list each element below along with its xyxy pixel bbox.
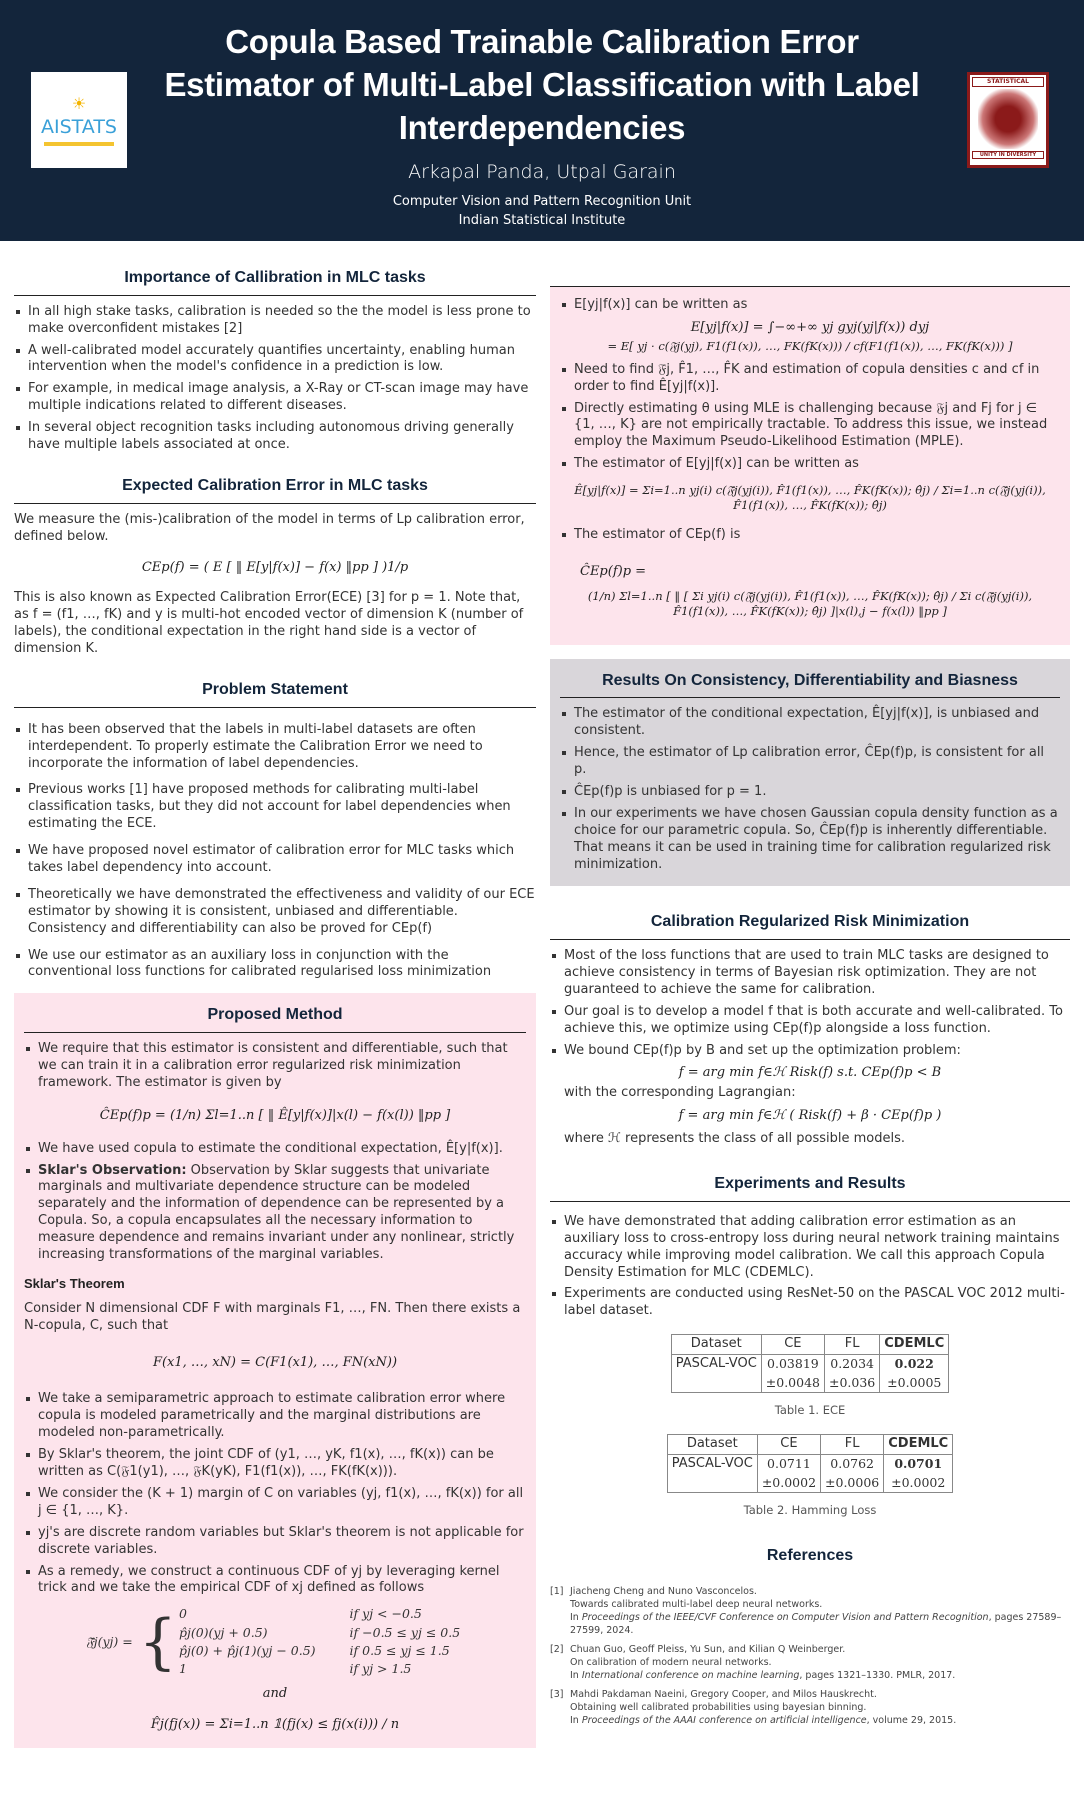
list-item: Sklar's Observation: Observation by Sklar suggests that univariate marginals and multivariate dependence structure can be modeled separately and the information of dependence can be represented by a Copula. So, a copula encapsulates all the necessary information to measure dependence and remains invariant under any nonlinear, strictly increasing transformations of the marginal variables. — [24, 1163, 526, 1264]
piecewise-equation: 𝔉̂j(yj) = { 0 if yj < −0.5 p̂j(0)(yj + 0.5) if −0.5 ≤ yj ≤ 0.5 p̂j(0) + p̂j(1)(yj − 0.5) if 0.5 ≤ yj ≤ 1.5 1 if yj > 1.5 — [24, 1605, 526, 1678]
list-item: Hence, the estimator of Lp calibration error, ĈEp(f)p, is consistent for all p. — [560, 745, 1060, 779]
section-heading: Results On Consistency, Differentiability and Biasness — [560, 659, 1060, 699]
list-item: In our experiments we have chosen Gaussian copula density function as a choice for our parametric copula. So, ĈEp(f)p is inherently differentiable. That means it can be used in training time for calibration regularized risk minimization. — [560, 806, 1060, 874]
section-heading: Proposed Method — [24, 993, 526, 1033]
section-heading: Problem Statement — [14, 668, 536, 708]
reference-item: [3] Mahdi Pakdaman Naeini, Gregory Cooper, and Milos Hauskrecht. Obtaining well calibrated probabilities using bayesian binning. In Proceedings of the AAAI conference on artificial intelligence, volume 29, 2015. — [550, 1688, 957, 1726]
equation: CEp(f) = ( E [ ‖ E[y|f(x)] − f(x) ‖pp ] )1/p — [141, 559, 409, 575]
section-heading: Importance of Callibration in MLC tasks — [14, 256, 536, 296]
list-item: Experiments are conducted using ResNet-50 on the PASCAL VOC 2012 multi-label dataset. — [550, 1286, 1070, 1320]
left-column — [14, 256, 536, 1748]
equation: E[yj|f(x)] = ∫−∞+∞ yj gyj(yj|f(x)) dyj — [690, 319, 930, 335]
section-heading: Expected Calibration Error in MLC tasks — [14, 464, 536, 504]
list-item: Most of the loss functions that are used to train MLC tasks are designed to achieve consistency in terms of Bayesian risk optimization. They are not guaranteed to achieve the same for calibration. — [550, 948, 1070, 999]
subheading: Sklar's Theorem — [24, 1275, 125, 1291]
paragraph: We measure the (mis-)calibration of the model in terms of Lp calibration error, defined below. — [14, 511, 525, 544]
list-item: We have demonstrated that adding calibration error estimation as an auxiliary loss to cross-entropy loss during neural network training maintains accuracy while improving model calibration. We call this approach Copula Density Estimation for MLC (CDEMLC). — [550, 1214, 1070, 1282]
list-item: The estimator of the conditional expectation, Ê[yj|f(x)], is unbiased and consistent. — [560, 706, 1060, 740]
references-section — [550, 1534, 1070, 1727]
method-section: Proposed Method We require that this estimator is consistent and differentiable, such that we can train it in a calibration error regularized risk minimization framework. The estimator is given by ĈEp(f)p = (1/n) Σl=1..n [ ‖ Ê[y|f(x)]|x(l) − f(x(l)) ‖pp ] We have used copula to estimate the conditional expectation, Ê[y|f(x)]. Sklar's Observation: Observation by Sklar suggests that univariate marginals and multivariate dependence structure can be modeled separately and the information of dependence can be represented by a Copula. So, a copula encapsulates all the necessary information to measure dependence and remains invariant under any nonlinear, strictly increasing transformations of the marginal variables. Sklar's Theorem Consider N dimensional CDF F with marginals F1, …, FN. Then there exists a N-copula, C, such that F(x1, …, xN) = C(F1(x1), …, FN(xN)) We take a semiparametric approach to estimate calibration error where copula is modeled parametrically and the marginal distributions are modeled non-parametrically. By Sklar's theorem, the joint CDF of (y1, …, yK, f1(x), …, fK(x)) can be written as C(𝔉1(y1), …, 𝔉K(yK), F1(f1(x)), …, FK(fK(x))). We consider the (K + 1) margin of C on variables (yj, f1(x), …, fK(x)) for all j ∈ {1, …, K}. yj's are discrete random variables but Sklar's theorem is not applicable for discrete variables. As a remedy, we construct a continuous CDF of yj by leveraging kernel trick and we take the empirical CDF of xj defined as follows 𝔉̂j(yj) = { 0 if yj < −0.5 p̂j(0)(yj + 0.5) if −0.5 ≤ yj ≤ 0.5 p̂j(0) + p̂j(1)(yj − 0.5) if 0.5 ≤ yj ≤ 1.5 1 if yj > 1.5 and F̂j(fj(x)) = Σi=1..n 𝟙(fj(x) ≤ fj(x(i))) / n — [14, 993, 536, 1748]
list-item: We use our estimator as an auxiliary loss in conjunction with the conventional loss functions for calibrated regularised loss minimization — [14, 948, 536, 982]
list-item: We have used copula to estimate the conditional expectation, Ê[y|f(x)]. — [24, 1141, 526, 1158]
section-heading: Calibration Regularized Risk Minimization — [550, 900, 1070, 940]
list-item: In several object recognition tasks including autonomous driving generally have multiple labels associated at once. — [14, 420, 536, 454]
tree-emblem-icon — [978, 89, 1038, 149]
crm-section: Calibration Regularized Risk Minimization Most of the loss functions that are used to train MLC tasks are designed to achieve consistency in terms of Bayesian risk optimization. They are not guaranteed to achieve the same for calibration. Our goal is to develop a model f that is both accurate and well-calibrated. To achieve this, we optimize using CEp(f)p alongside a loss function. We bound CEp(f)p by B and set up the optimization problem: f = arg min f∈ℋ Risk(f) s.t. CEp(f)p < B with the corresponding Lagrangian: f = arg min f∈ℋ ( Risk(f) + β · CEp(f)p ) where ℋ represents the class of all possible models. — [550, 900, 1070, 1148]
list-item: A well-calibrated model accurately quantifies uncertainty, enabling human intervention when the model's confidence in a prediction is low. — [14, 343, 536, 377]
equation: f = arg min f∈ℋ ( Risk(f) + β · CEp(f)p ) — [678, 1108, 942, 1124]
table-caption: Table 2. Hamming Loss — [743, 1503, 877, 1518]
equation: F(x1, …, xN) = C(F1(x1), …, FN(xN)) — [152, 1354, 398, 1370]
list-item: yj's are discrete random variables but Sklar's theorem is not applicable for discrete variables. — [24, 1525, 526, 1559]
results-section — [550, 659, 1070, 887]
equation: (1/n) Σl=1..n [ ‖ [ Σi yj(i) c(𝔉̂j(yj(i)), F̂1(f1(x)), …, F̂K(fK(x)); θ̂j) / Σi c(𝔉̂j(yj(i)), F̂1(f1(x)), …, F̂K(fK(x)); θ̂j) ]|x(l),j − f(x(l)) ‖pp ] — [587, 588, 1033, 618]
reference-item: [2] Chuan Guo, Geoff Pleiss, Yu Sun, and Kilian Q Weinberger. On calibration of modern neural networks. In International conference on machine learning, pages 1321–1330. PMLR, 2017. — [550, 1643, 956, 1681]
list-item: Theoretically we have demonstrated the effectiveness and validity of our ECE estimator by showing it is consistent, unbiased and differentiable. Consistency and differentiability can also be proved for CEp(f) — [14, 887, 536, 938]
equation: ĈEp(f)p = (1/n) Σl=1..n [ ‖ Ê[y|f(x)]|x(l) − f(x(l)) ‖pp ] — [99, 1107, 451, 1123]
list-item: Our goal is to develop a model f that is both accurate and well-calibrated. To achieve this, we optimize using CEp(f)p alongside a loss function. — [550, 1004, 1070, 1038]
sun-icon: ☀ — [71, 94, 87, 114]
list-item: It has been observed that the labels in multi-label datasets are often interdependent. To properly estimate the Calibration Error we need to incorporate the information of label dependencies. — [14, 722, 536, 773]
experiments-section — [550, 1162, 1070, 1518]
table-row: ±0.0002 ±0.0006 ±0.0002 — [667, 1474, 952, 1493]
poster-title: Copula Based Trainable Calibration Error Estimator of Multi-Label Classification with Label Interdependencies — [164, 23, 920, 146]
poster-header — [0, 0, 1084, 241]
list-item: Need to find 𝔉̂j, F̂1, …, F̂K and estimation of copula densities c and cf in order to find Ê[yj|f(x)]. — [560, 362, 1060, 396]
list-item: By Sklar's theorem, the joint CDF of (y1, …, yK, f1(x), …, fK(x)) can be written as C(𝔉1(y1), …, 𝔉K(yK), F1(f1(x)), …, FK(fK(x))). — [24, 1447, 526, 1481]
list-item: We take a semiparametric approach to estimate calibration error where copula is modeled parametrically and the marginal distributions are modeled non-parametrically. — [24, 1391, 526, 1442]
list-item: We require that this estimator is consistent and differentiable, such that we can train it in a calibration error regularized risk minimization framework. The estimator is given by — [24, 1041, 526, 1092]
list-item: Directly estimating θ using MLE is challenging because 𝔉j and Fj for j ∈ {1, …, K} are not empirically tractable. To address this issue, we instead employ the Maximum Pseudo-Likelihood Estimation (MPLE). — [560, 401, 1060, 452]
ece-table: Dataset CE FL CDEMLC PASCAL-VOC 0.03819 0.2034 0.022 ±0.0048 ±0.036 ±0.0005 — [671, 1334, 950, 1393]
isi-logo: STATISTICAL UNITY IN DIVERSITY — [967, 72, 1049, 168]
paragraph: This is also known as Expected Calibration Error(ECE) [3] for p = 1. Note that, as f = (f1, …, fK) and y is multi-hot encoded vector of dimension K (number of labels), the conditional expectation in the right hand side is a vector of dimension K. — [14, 590, 524, 657]
list-item: As a remedy, we construct a continuous CDF of yj by leveraging kernel trick and we take the empirical CDF of xj defined as follows — [24, 1564, 526, 1598]
section-heading: Experiments and Results — [550, 1162, 1070, 1202]
equation: f = arg min f∈ℋ Risk(f) s.t. CEp(f)p < B — [678, 1064, 942, 1080]
aistats-logo: ☀ AISTATS — [31, 72, 127, 168]
table-row: PASCAL-VOC 0.03819 0.2034 0.022 — [671, 1355, 949, 1374]
importance-section — [14, 256, 536, 454]
table-row: PASCAL-VOC 0.0711 0.0762 0.0701 — [667, 1455, 952, 1474]
equation: F̂j(fj(x)) = Σi=1..n 𝟙(fj(x) ≤ fj(x(i))) / n — [150, 1717, 400, 1733]
list-item: We have proposed novel estimator of calibration error for MLC tasks which takes label dependency into account. — [14, 843, 536, 877]
list-item: The estimator of E[yj|f(x)] can be written as — [560, 456, 1060, 473]
right-column — [550, 256, 1070, 1733]
equation: Ê[yj|f(x)] = Σi=1..n yj(i) c(𝔉̂j(yj(i)), F̂1(f1(x)), …, F̂K(fK(x)); θ̂j) / Σi=1..n c(𝔉̂j(yj(i)), F̂1(f1(x)), …, F̂K(fK(x)); θ̂j) — [574, 483, 1046, 512]
authors: Arkapal Panda, Utpal Garain — [408, 161, 676, 183]
list-item: ĈEp(f)p is unbiased for p = 1. — [560, 784, 1060, 801]
table-caption: Table 1. ECE — [774, 1403, 846, 1418]
list-item: We consider the (K + 1) margin of C on variables (yj, f1(x), …, fK(x)) for all j ∈ {1, …, K}. — [24, 1486, 526, 1520]
copula-estimation-section — [550, 286, 1070, 645]
piecewise-cases: 0 if yj < −0.5 p̂j(0)(yj + 0.5) if −0.5 ≤ yj ≤ 0.5 p̂j(0) + p̂j(1)(yj − 0.5) if 0.5 ≤ yj ≤ 1.5 1 if yj > 1.5 — [178, 1606, 461, 1677]
list-item: Previous works [1] have proposed methods for calibrating multi-label classification tasks, but they did not account for label dependencies when estimating the ECE. — [14, 782, 536, 833]
list-item: In all high stake tasks, calibration is needed so the the model is less prone to make overconfident mistakes [2] — [14, 304, 536, 338]
equation: = E[ yj · c(𝔉j(yj), F1(f1(x)), …, FK(fK(x))) / cf(F1(f1(x)), …, FK(fK(x))) ] — [607, 338, 1013, 353]
problem-section — [14, 668, 536, 981]
list-item: We bound CEp(f)p by B and set up the optimization problem: — [550, 1043, 1070, 1060]
list-item: For example, in medical image analysis, a X-Ray or CT-scan image may have multiple indications related to different diseases. — [14, 381, 536, 415]
ece-section — [14, 464, 536, 658]
list-item: E[yj|f(x)] can be written as — [560, 297, 1060, 314]
list-item: The estimator of CEp(f) is — [560, 527, 1060, 544]
paragraph: Consider N dimensional CDF F with marginals F1, …, FN. Then there exists a N-copula, C, such that — [24, 1300, 521, 1333]
section-heading: References — [766, 1547, 854, 1565]
affiliation: Computer Vision and Pattern Recognition Unit Indian Statistical Institute — [392, 194, 692, 228]
table-row: ±0.0048 ±0.036 ±0.0005 — [671, 1374, 949, 1393]
reference-item: [1] Jiacheng Cheng and Nuno Vasconcelos. Towards calibrated multi-label deep neural networks. In Proceedings of the IEEE/CVF Conference on Computer Vision and Pattern Recognition, pages 27589–27599, 2024. — [550, 1585, 1062, 1636]
equation: ĈEp(f)p = — [580, 563, 647, 579]
hamming-loss-table: Dataset CE FL CDEMLC PASCAL-VOC 0.0711 0.0762 0.0701 ±0.0002 ±0.0006 ±0.0002 — [667, 1434, 953, 1493]
